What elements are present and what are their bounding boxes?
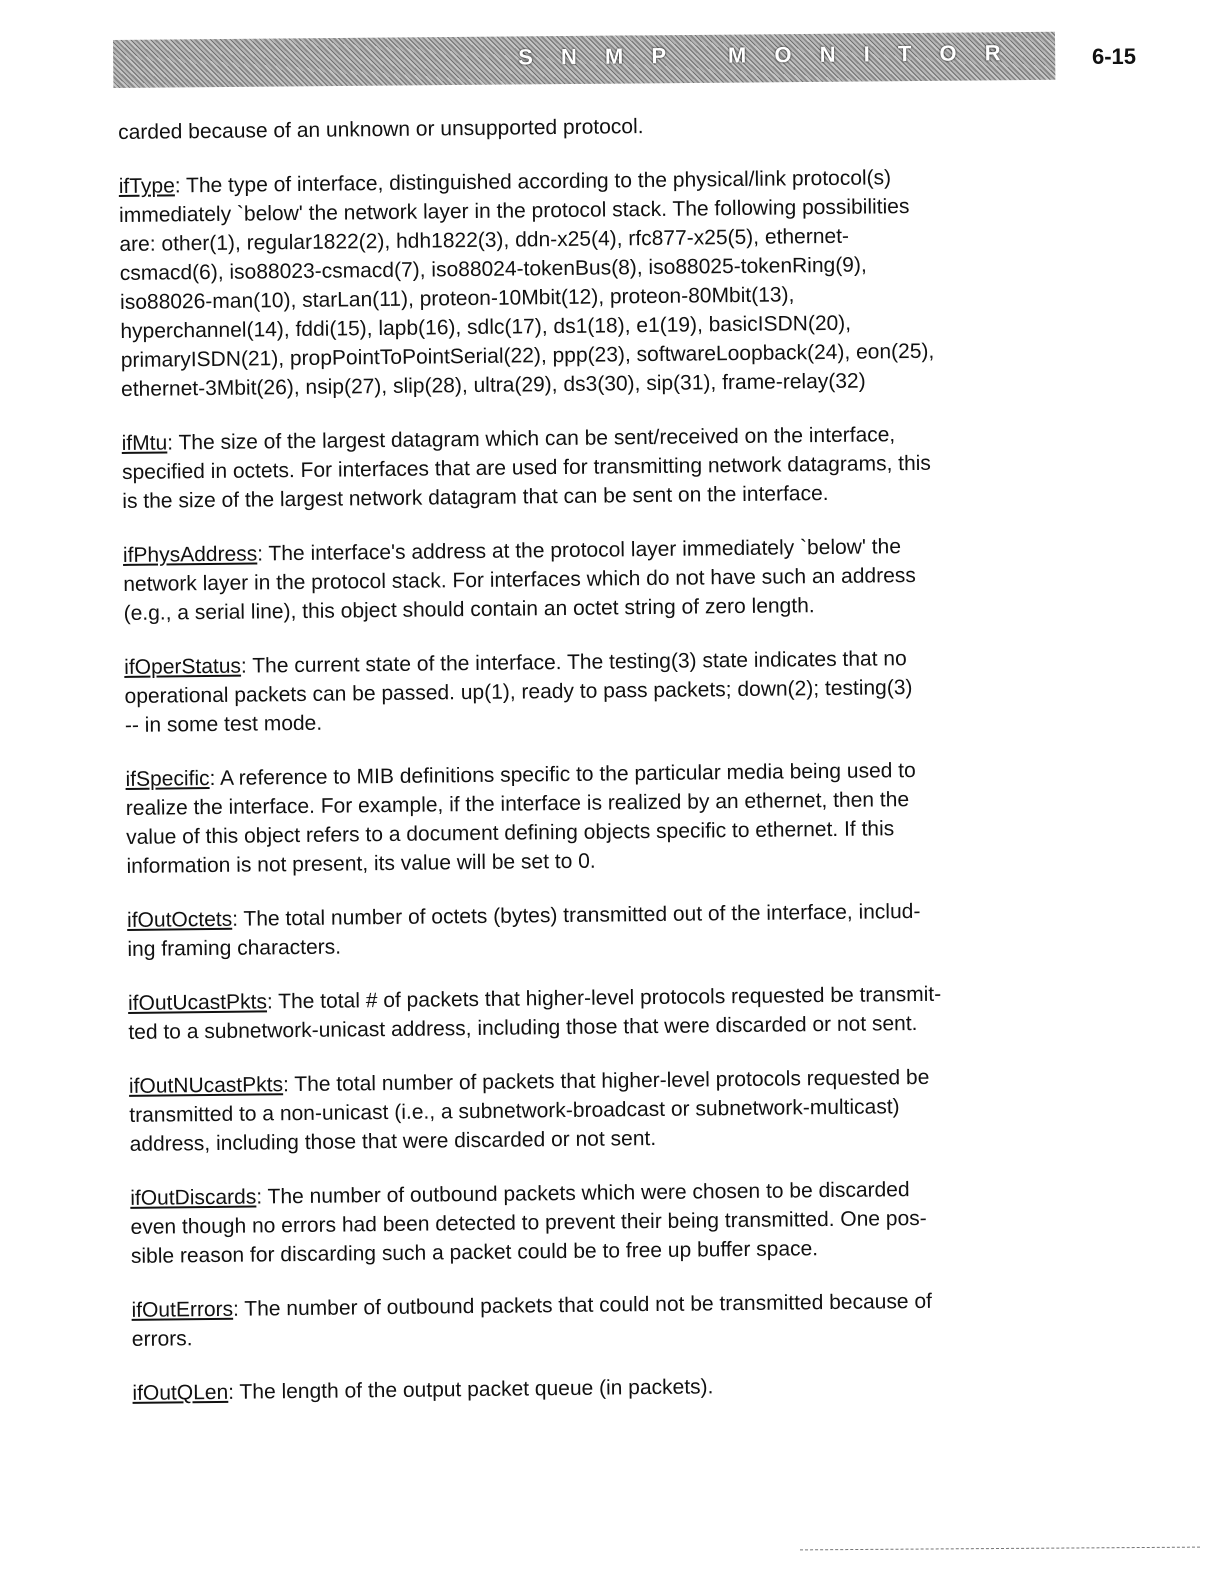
term: ifSpecific (125, 767, 210, 791)
definition-text: ethernet-3Mbit(26), nsip(27), slip(28), ultra(29), ds3(30), sip(31), frame-relay(32) (120, 369, 866, 401)
definition-text: value of this object refers to a document defining objects specific to ethernet. If this (126, 817, 895, 849)
continuation-paragraph (118, 107, 1078, 147)
definition-text: : The total number of octets (bytes) transmitted out of the interface, includ- (231, 899, 921, 931)
page-number: 6-15 (1092, 44, 1137, 69)
term: ifOutNUcastPkts (128, 1073, 284, 1098)
definition-text: ted to a subnetwork-unicast address, including those that were discarded or not sent. (128, 1011, 918, 1044)
definition-text: information is not present, its value will be set to 0. (126, 849, 596, 878)
term: ifOutDiscards (130, 1185, 257, 1210)
term: ifOutQLen (132, 1380, 229, 1405)
definition-text: primaryISDN(21), propPointToPointSerial(22), ppp(23), softwareLoopback(24), eon(25), (120, 339, 935, 372)
definition-text: transmitted to a non-unicast (i.e., a subnetwork-broadcast or subnetwork-multicast) (129, 1095, 900, 1127)
definition-ifOutOctets (127, 895, 1088, 964)
definition-text: is the size of the largest network datagram that can be sent on the interface. (122, 481, 829, 513)
term: ifType (118, 174, 175, 198)
definition-ifOutErrors (131, 1285, 1092, 1354)
definition-text: -- in some test mode. (124, 711, 323, 737)
definition-ifPhysAddress (123, 530, 1084, 628)
term: ifMtu (121, 431, 168, 455)
definition-text: : A reference to MIB definitions specific to the particular media being used to (209, 758, 916, 791)
definition-text: errors. (131, 1327, 193, 1351)
definition-ifOutUcastPkts (128, 978, 1089, 1047)
definition-text: : The size of the largest datagram which can be sent/received on the interface, (167, 423, 896, 455)
definition-text: iso88026-man(10), starLan(11), proteon-10Mbit(12), proteon-80Mbit(13), (119, 283, 795, 314)
footer-rule (800, 1547, 1200, 1551)
definition-text: (e.g., a serial line), this object should contain an octet string of zero length. (123, 594, 815, 625)
header-banner (113, 32, 1055, 88)
definition-text: : The total number of packets that higher-level protocols requested be (282, 1065, 930, 1097)
definition-text: sible reason for discarding such a packet could be to free up buffer space. (130, 1237, 819, 1268)
definition-text: : The type of interface, distinguished according to the physical/link protocol(s) (174, 166, 892, 198)
term: ifOperStatus (124, 654, 242, 679)
definition-text: hyperchannel(14), fddi(15), lapb(16), sdlc(17), ds1(18), e1(19), basicISDN(20), (120, 311, 852, 343)
definition-ifOutNUcastPkts (129, 1061, 1090, 1159)
definition-text: even though no errors had been detected to prevent their being transmitted. One pos- (130, 1206, 927, 1239)
definition-text: : The current state of the interface. The testing(3) state indicates that no (240, 647, 907, 678)
document-body (118, 107, 1093, 1433)
definition-ifMtu (122, 418, 1083, 516)
definition-text: operational packets can be passed. up(1), ready to pass packets; down(2); testing(3) (124, 676, 913, 708)
definition-text: : The interface's address at the protocol layer immediately `below' the (257, 535, 902, 566)
definition-text: : The number of outbound packets which were chosen to be discarded (256, 1178, 910, 1209)
definition-ifOutQLen (132, 1368, 1092, 1408)
definition-ifType (119, 161, 1082, 404)
definition-text: : The length of the output packet queue (in packets). (228, 1375, 714, 1404)
definition-text: immediately `below' the network layer in the protocol stack. The following possibilities (118, 195, 910, 227)
definition-text: : The total # of packets that higher-level protocols requested be transmit- (266, 982, 942, 1014)
definition-text: csmacd(6), iso88023-csmacd(7), iso88024-tokenBus(8), iso88025-tokenRing(9), (119, 253, 867, 285)
definition-text: ing framing characters. (127, 935, 342, 961)
definition-text: specified in octets. For interfaces that are used for transmitting network datagrams, this (121, 451, 931, 484)
term: ifOutOctets (126, 907, 233, 932)
header-title: S N M P M O N I T O R (518, 40, 1012, 70)
term: ifOutUcastPkts (127, 990, 268, 1015)
definition-text: address, including those that were discarded or not sent. (129, 1126, 657, 1156)
definition-ifOperStatus (124, 642, 1085, 740)
definition-list (119, 161, 1093, 1408)
definition-text: are: other(1), regular1822(2), hdh1822(3), ddn-x25(4), rfc877-x25(5), ethernet- (119, 224, 850, 256)
definition-text: realize the interface. For example, if the interface is realized by an ethernet, then the (125, 788, 910, 820)
definition-ifOutDiscards (130, 1173, 1091, 1271)
definition-text: network layer in the protocol stack. For interfaces which do not have such an address (123, 563, 916, 596)
text-line (132, 1368, 1092, 1408)
term: ifOutErrors (131, 1297, 234, 1322)
definition-text: : The number of outbound packets that could not be transmitted because of (232, 1289, 933, 1321)
term: ifPhysAddress (122, 542, 258, 567)
text-line: carded because of an unknown or unsupported protocol. (118, 115, 644, 144)
definition-ifSpecific (125, 754, 1086, 881)
